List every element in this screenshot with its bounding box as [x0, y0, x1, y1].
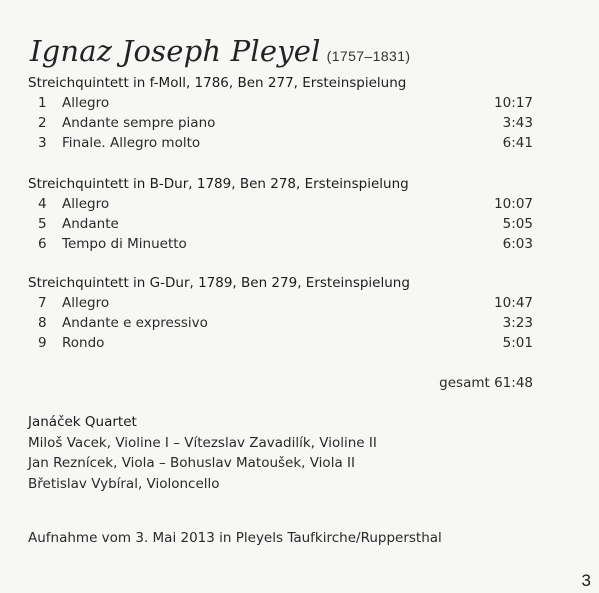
ensemble-member-line: Jan Reznícek, Viola – Bohuslav Matoušek, Viola II [28, 455, 355, 471]
track-duration: 3:43 [502, 115, 533, 131]
track-number: 4 [38, 196, 47, 212]
track-title: Tempo di Minuetto [62, 236, 187, 252]
track-title: Allegro [62, 95, 110, 111]
recording-info: Aufnahme vom 3. Mai 2013 in Pleyels Taufkirche/Ruppersthal [28, 530, 442, 546]
track-number: 3 [38, 135, 47, 151]
ensemble-member-line: Miloš Vacek, Violine I – Vítezslav Zavadilík, Violine II [28, 434, 377, 451]
composer-name: Ignaz Joseph Pleyel [30, 34, 321, 68]
page-number: 3 [581, 571, 591, 590]
track-title: Finale. Allegro molto [62, 135, 201, 151]
track-row [28, 113, 533, 133]
track-duration: 10:07 [494, 196, 533, 212]
track-number: 8 [38, 315, 47, 331]
track-number: 5 [38, 216, 47, 232]
track-row [28, 194, 533, 214]
track-row [28, 333, 533, 353]
track-title: Allegro [62, 196, 110, 212]
track-number: 6 [38, 236, 47, 252]
track-row [28, 293, 533, 313]
track-duration: 10:17 [494, 95, 533, 111]
track-number: 7 [38, 295, 47, 311]
work-title [28, 174, 533, 194]
track-duration: 6:41 [502, 135, 533, 151]
track-number: 9 [38, 335, 47, 351]
track-duration: 10:47 [494, 295, 533, 311]
work-title-text: Streichquintett in f-Moll, 1786, Ben 277, [28, 75, 298, 91]
work-title [28, 73, 533, 93]
work-title-text: Streichquintett in B-Dur, 1789, Ben 278, [28, 176, 301, 192]
track-duration: 6:03 [502, 236, 533, 252]
track-row [28, 93, 533, 113]
track-title: Allegro [62, 295, 110, 311]
track-title: Rondo [62, 335, 105, 351]
work-1 [28, 73, 533, 153]
track-row [28, 133, 533, 153]
work-title [28, 273, 533, 293]
premiere-label: Ersteinspielung [304, 176, 409, 192]
ensemble-member-line: Břetislav Vybíral, Violoncello [28, 475, 220, 492]
premiere-label: Ersteinspielung [305, 275, 410, 291]
ensemble-name: Janáček Quartet [28, 414, 137, 430]
track-number: 2 [38, 115, 47, 131]
track-row [28, 313, 533, 333]
composer-dates: (1757–1831) [326, 48, 411, 64]
ensemble-credits [28, 412, 377, 494]
track-title: Andante sempre piano [62, 115, 216, 131]
premiere-label: Ersteinspielung [302, 75, 407, 91]
work-title-text: Streichquintett in G-Dur, 1789, Ben 279, [28, 275, 302, 291]
track-row [28, 214, 533, 234]
work-3 [28, 273, 533, 353]
track-duration: 5:05 [502, 216, 533, 232]
track-row [28, 234, 533, 254]
track-title: Andante [62, 216, 119, 232]
work-2 [28, 174, 533, 254]
track-duration: 3:23 [502, 315, 533, 331]
track-duration: 5:01 [502, 335, 533, 351]
track-title: Andante e expressivo [62, 315, 208, 331]
track-number: 1 [38, 95, 47, 111]
total-duration: gesamt 61:48 [439, 375, 533, 391]
composer-heading [30, 34, 410, 68]
